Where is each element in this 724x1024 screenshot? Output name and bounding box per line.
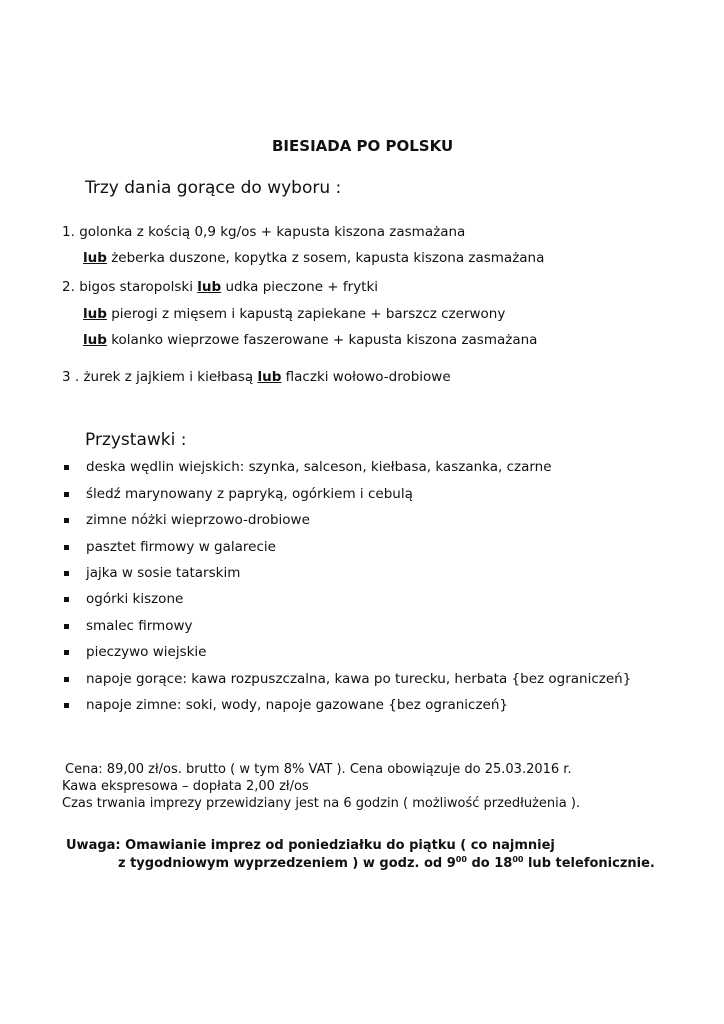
course-1-number: 1. <box>62 224 75 240</box>
bullet-icon <box>64 492 69 497</box>
course-3-option-b: flaczki wołowo-drobiowe <box>285 369 451 385</box>
course-2-line-1 <box>62 281 378 295</box>
list-item: zimne nóżki wieprzowo-drobiowe <box>86 512 310 528</box>
or-connector: lub <box>83 332 107 348</box>
note-line-2 <box>118 857 655 870</box>
list-item: pieczywo wiejskie <box>86 644 207 660</box>
course-1-line-2 <box>83 252 544 266</box>
course-2-option-d: kolanko wieprzowe faszerowane + kapusta kiszona zasmażana <box>111 332 538 348</box>
course-2-option-b: udka pieczone + frytki <box>225 279 379 295</box>
list-item: ogórki kiszone <box>86 591 184 607</box>
duration-info: Czas trwania imprezy przewidziany jest na 6 godzin ( możliwość przedłużenia ). <box>62 796 581 811</box>
course-2-option-c: pierogi z mięsem i kapustą zapiekane + barszcz czerwony <box>111 306 506 322</box>
bullet-icon <box>64 518 69 523</box>
bullet-icon <box>64 571 69 576</box>
course-1-line-1 <box>62 226 465 240</box>
or-connector: lub <box>83 306 107 322</box>
or-connector: lub <box>197 279 222 295</box>
course-1-option-a: golonka z kością 0,9 kg/os + kapusta kiszona zasmażana <box>79 224 466 240</box>
list-item: jajka w sosie tatarskim <box>86 565 241 581</box>
course-2-line-2 <box>83 308 505 322</box>
bullet-icon <box>64 597 69 602</box>
bullet-icon <box>64 545 69 550</box>
main-courses-heading: Trzy dania gorące do wyboru : <box>85 178 342 198</box>
bullet-icon <box>64 624 69 629</box>
bullet-icon <box>64 465 69 470</box>
list-item: deska wędlin wiejskich: szynka, salceson, kiełbasa, kaszanka, czarne <box>86 459 552 475</box>
course-3-option-a: żurek z jajkiem i kiełbasą <box>83 369 254 385</box>
page-title: BIESIADA PO POLSKU <box>272 137 454 155</box>
note-phone-text: lub telefonicznie. <box>523 856 655 871</box>
note-hours-text: z tygodniowym wyprzedzeniem ) w godz. od 9 <box>118 856 456 871</box>
course-2-number: 2. <box>62 279 75 295</box>
course-3-line-1 <box>62 371 451 385</box>
note-sup-end: 00 <box>512 855 524 864</box>
list-item: napoje zimne: soki, wody, napoje gazowane {bez ograniczeń} <box>86 697 509 713</box>
course-2-line-3 <box>83 334 537 348</box>
bullet-icon <box>64 677 69 682</box>
note-sup-start: 00 <box>455 855 467 864</box>
course-3-number: 3 . <box>62 369 80 385</box>
appetizers-heading: Przystawki : <box>85 430 187 450</box>
bullet-icon <box>64 650 69 655</box>
note-line-1: Uwaga: Omawianie imprez od poniedziałku do piątku ( co najmniej <box>66 838 555 853</box>
list-item: napoje gorące: kawa rozpuszczalna, kawa po turecku, herbata {bez ograniczeń} <box>86 671 632 687</box>
list-item: smalec firmowy <box>86 618 193 634</box>
price-info: Cena: 89,00 zł/os. brutto ( w tym 8% VAT ). Cena obowiązuje do 25.03.2016 r. <box>65 762 572 777</box>
or-connector: lub <box>83 250 107 266</box>
course-1-option-b: żeberka duszone, kopytka z sosem, kapusta kiszona zasmażana <box>111 250 545 266</box>
note-hours-to: do 18 <box>466 856 513 871</box>
or-connector: lub <box>257 369 282 385</box>
list-item: pasztet firmowy w galarecie <box>86 539 276 555</box>
course-2-option-a: bigos staropolski <box>79 279 193 295</box>
list-item: śledź marynowany z papryką, ogórkiem i cebulą <box>86 486 413 502</box>
bullet-icon <box>64 703 69 708</box>
coffee-info: Kawa ekspresowa – dopłata 2,00 zł/os <box>62 779 309 794</box>
